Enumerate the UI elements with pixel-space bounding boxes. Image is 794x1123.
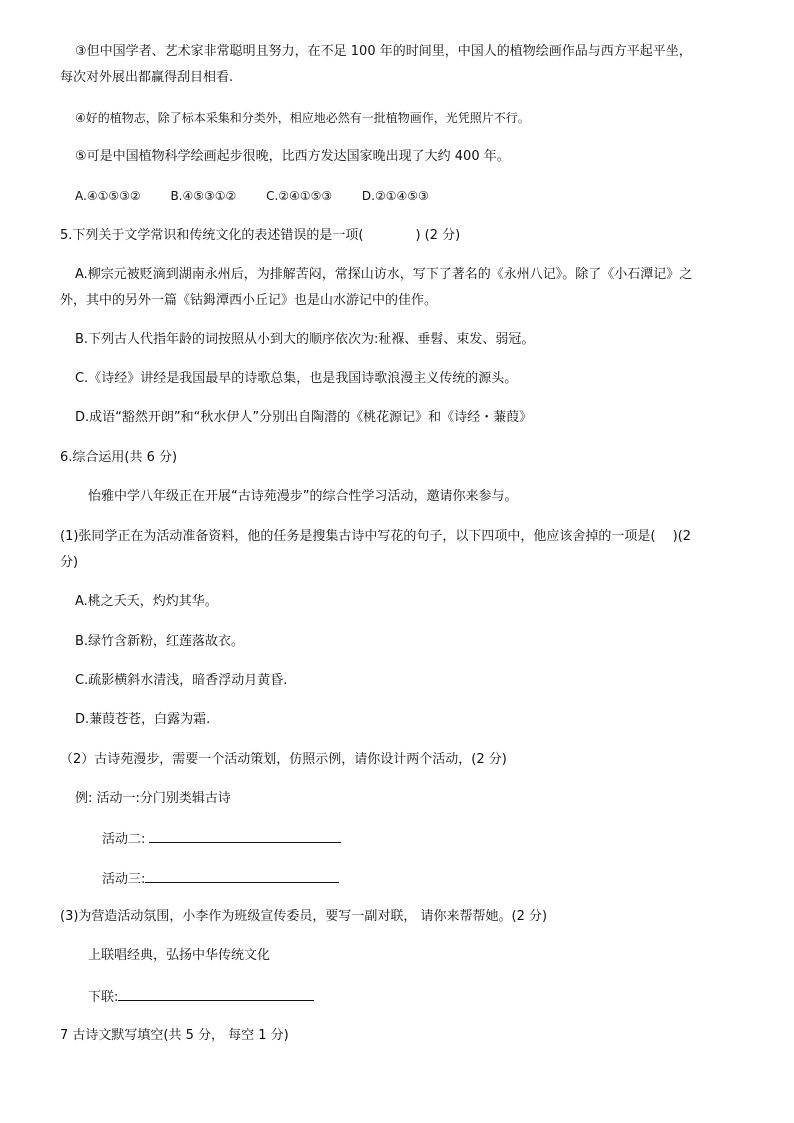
q4-sentence-3: ③但中国学者、艺术家非常聪明且努力，在不足 100 年的时间里，中国人的植物绘画作品与西方平起平坐， — [75, 44, 692, 59]
q5-stem: 5.下列关于文学常识和传统文化的表述错误的是一项( ) (2 分) — [60, 228, 461, 243]
q4-option-b: B.④⑤③①② — [170, 189, 237, 203]
q4-sentence-3-cont: 每次对外展出都赢得刮目相看. — [60, 70, 234, 85]
q6-part3: (3)为营造活动氛围，小李作为班级宣传委员，要写一副对联， 请你来帮帮她。(2 分) — [60, 909, 548, 924]
q6-part1-line2: 分) — [60, 555, 79, 570]
q6-part2-activity3-row — [102, 868, 339, 890]
q6-part3-lower-row — [88, 986, 314, 1008]
q6-part2-activity2-label: 活动二: — [102, 832, 146, 847]
q5-option-c: C.《诗经》讲经是我国最早的诗歌总集，也是我国诗歌浪漫主义传统的源头。 — [75, 371, 518, 386]
q6-part1-line1: (1)张同学正在为活动准备资料，他的任务是搜集古诗中写花的句子，以下四项中，他应该舍掉的一项是( )(2 — [60, 529, 692, 544]
q6-part2-activity3-label: 活动三: — [102, 872, 146, 887]
q6-part3-upper-couplet: 上联唱经典，弘扬中华传统文化 — [88, 948, 271, 963]
activity2-answer-blank[interactable] — [149, 828, 341, 843]
q5-option-a-line1: A.柳宗元被贬滴到湖南永州后，为排解苦闷，常探山访水，写下了著名的《永州八记》。除了《小石潭记》之 — [75, 267, 693, 282]
q6-part2-example: 例: 活动一:分门别类辑古诗 — [75, 791, 231, 806]
q6-part2-activity2-row — [102, 828, 341, 850]
q6-part1-option-d: D.蒹葭苍苍，白露为霜. — [75, 712, 211, 727]
q4-option-c: C.②④①⑤③ — [266, 189, 333, 203]
q5-option-d: D.成语“豁然开朗”和“秋水伊人”分别出自陶潜的《桃花源记》和《诗经・蒹葭》 — [75, 410, 533, 425]
q6-part1-option-b: B.绿竹含新粉，红莲落故衣。 — [75, 634, 245, 649]
q5-option-a-line2: 外，其中的另外一篇《钴鉧潭西小丘记》也是山水游记中的佳作。 — [60, 293, 438, 308]
q5-option-b: B.下列古人代指年龄的词按照从小到大的顺序依次为:䄳褓、垂髫、束发、弱冠。 — [75, 332, 535, 347]
q4-option-a: A.④①⑤③② — [75, 189, 141, 203]
q4-sentence-5: ⑤可是中国植物科学绘画起步很晚，比西方发达国家晚出现了大约 400 年。 — [75, 149, 510, 164]
q6-part3-lower-label: 下联: — [88, 990, 119, 1005]
q6-part1-option-a: A.桃之夭夭，灼灼其华。 — [75, 594, 218, 609]
lower-couplet-answer-blank[interactable] — [118, 986, 314, 1001]
q6-stem: 6.综合运用(共 6 分) — [60, 450, 178, 465]
q6-part1-option-c: C.疏影横斜水清浅，暗香浮动月黄昏. — [75, 673, 288, 688]
activity3-answer-blank[interactable] — [145, 868, 339, 883]
q4-options — [75, 186, 455, 206]
q6-intro: 怡雅中学八年级正在开展“古诗苑漫步”的综合性学习活动，邀请你来参与。 — [88, 489, 518, 504]
q4-sentence-4: ④好的植物志，除了标本采集和分类外，相应地必然有一批植物画作，光凭照片不行。 — [75, 111, 530, 125]
q6-part2: （2）古诗苑漫步，需要一个活动策划，仿照示例，请你设计两个活动，(2 分) — [60, 752, 507, 767]
q4-option-d: D.②①④⑤③ — [361, 189, 429, 203]
q7-stem: 7 古诗文默写填空(共 5 分， 每空 1 分) — [60, 1028, 289, 1043]
